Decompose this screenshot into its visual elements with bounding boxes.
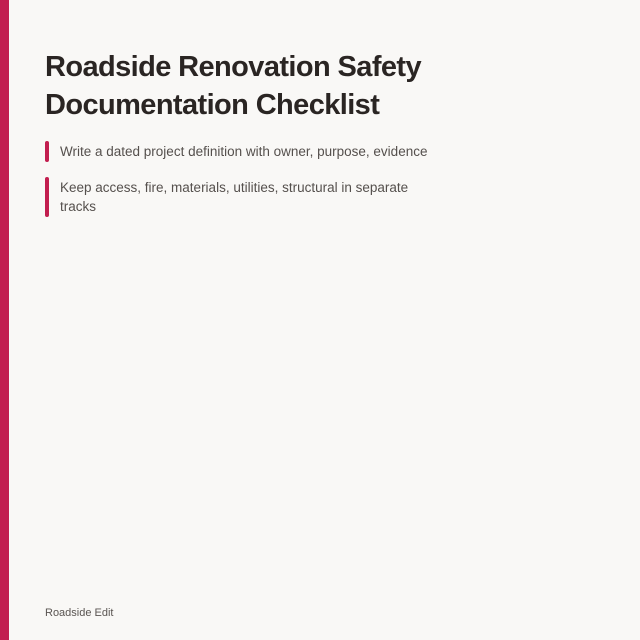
footer-brand: Roadside Edit (45, 607, 114, 619)
checklist (45, 141, 445, 232)
checklist-item-text: Write a dated project definition with owner, purpose, evidence (60, 144, 428, 159)
left-accent-bar (0, 0, 9, 640)
page-title: Roadside Renovation Safety Documentation Checklist (45, 51, 421, 121)
checklist-item (45, 141, 445, 162)
checklist-item-text: Keep access, fire, materials, utilities, structural in separate tracks (60, 180, 409, 214)
item-marker (45, 141, 49, 162)
checklist-item (45, 177, 445, 217)
item-marker (45, 177, 49, 217)
